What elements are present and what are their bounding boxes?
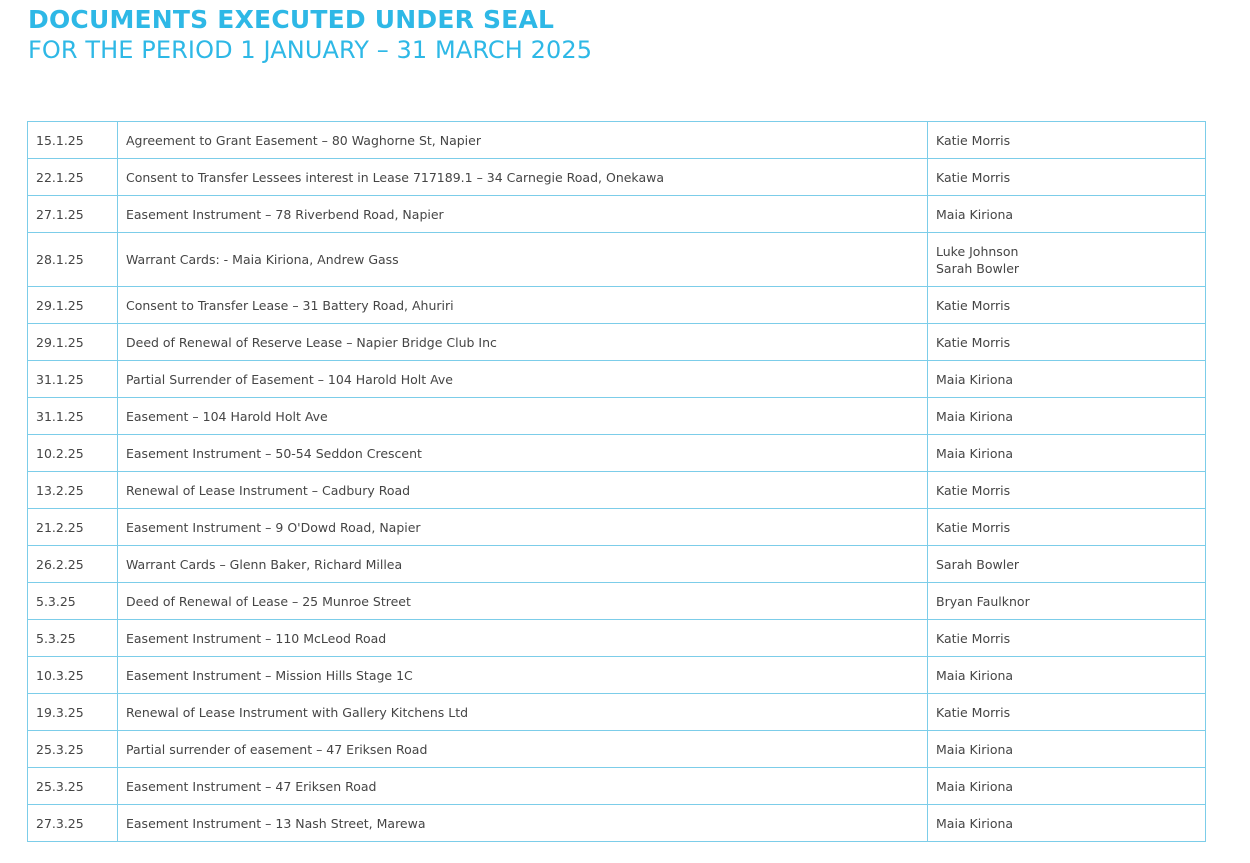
signer-cell bbox=[928, 472, 1206, 509]
signer-cell bbox=[928, 805, 1206, 842]
date-cell: 10.2.25 bbox=[28, 435, 118, 472]
document-cell: Renewal of Lease Instrument – Cadbury Road bbox=[118, 472, 928, 509]
signer-cell bbox=[928, 196, 1206, 233]
signer-name: Katie Morris bbox=[936, 704, 1011, 720]
table-row bbox=[28, 324, 1206, 361]
date-cell: 5.3.25 bbox=[28, 620, 118, 657]
signer-cell bbox=[928, 233, 1206, 287]
signer-name: Katie Morris bbox=[936, 132, 1011, 148]
document-cell: Warrant Cards: - Maia Kiriona, Andrew Gass bbox=[118, 233, 928, 287]
signer-name: Maia Kiriona bbox=[936, 778, 1014, 794]
signer-name: Maia Kiriona bbox=[936, 445, 1014, 461]
date-cell: 27.1.25 bbox=[28, 196, 118, 233]
date-cell: 29.1.25 bbox=[28, 324, 118, 361]
date-cell: 15.1.25 bbox=[28, 122, 118, 159]
signer-name: Katie Morris bbox=[936, 519, 1011, 535]
signer-cell bbox=[928, 694, 1206, 731]
document-cell: Easement Instrument – 78 Riverbend Road, Napier bbox=[118, 196, 928, 233]
signer-cell bbox=[928, 361, 1206, 398]
document-cell: Deed of Renewal of Reserve Lease – Napier Bridge Club Inc bbox=[118, 324, 928, 361]
signer-name: Maia Kiriona bbox=[936, 741, 1014, 757]
page-header bbox=[28, 4, 592, 65]
document-cell: Consent to Transfer Lease – 31 Battery Road, Ahuriri bbox=[118, 287, 928, 324]
signer-cell bbox=[928, 731, 1206, 768]
table-row bbox=[28, 546, 1206, 583]
date-cell: 25.3.25 bbox=[28, 731, 118, 768]
date-cell: 13.2.25 bbox=[28, 472, 118, 509]
document-cell: Consent to Transfer Lessees interest in Lease 717189.1 – 34 Carnegie Road, Onekawa bbox=[118, 159, 928, 196]
table-row bbox=[28, 731, 1206, 768]
signer-cell bbox=[928, 657, 1206, 694]
signer-cell bbox=[928, 287, 1206, 324]
date-cell: 26.2.25 bbox=[28, 546, 118, 583]
document-cell: Agreement to Grant Easement – 80 Waghorne St, Napier bbox=[118, 122, 928, 159]
date-cell: 29.1.25 bbox=[28, 287, 118, 324]
date-cell: 22.1.25 bbox=[28, 159, 118, 196]
signer-cell bbox=[928, 768, 1206, 805]
table-row bbox=[28, 435, 1206, 472]
page-subtitle: FOR THE PERIOD 1 JANUARY – 31 MARCH 2025 bbox=[28, 36, 593, 64]
table-row bbox=[28, 398, 1206, 435]
document-cell: Easement Instrument – 47 Eriksen Road bbox=[118, 768, 928, 805]
document-cell: Easement Instrument – 13 Nash Street, Marewa bbox=[118, 805, 928, 842]
signer-name: Maia Kiriona bbox=[936, 371, 1014, 387]
table-row bbox=[28, 233, 1206, 287]
document-cell: Renewal of Lease Instrument with Gallery Kitchens Ltd bbox=[118, 694, 928, 731]
date-cell: 27.3.25 bbox=[28, 805, 118, 842]
signer-name: Luke Johnson bbox=[936, 243, 1019, 259]
document-cell: Easement – 104 Harold Holt Ave bbox=[118, 398, 928, 435]
table-row bbox=[28, 583, 1206, 620]
signer-name: Sarah Bowler bbox=[936, 556, 1020, 572]
table-row bbox=[28, 694, 1206, 731]
date-cell: 31.1.25 bbox=[28, 398, 118, 435]
date-cell: 28.1.25 bbox=[28, 233, 118, 287]
signer-name: Maia Kiriona bbox=[936, 667, 1014, 683]
table-row bbox=[28, 196, 1206, 233]
document-cell: Warrant Cards – Glenn Baker, Richard Millea bbox=[118, 546, 928, 583]
signer-cell bbox=[928, 509, 1206, 546]
documents-table bbox=[27, 121, 1206, 842]
signer-name: Katie Morris bbox=[936, 297, 1011, 313]
table-row bbox=[28, 287, 1206, 324]
signer-cell bbox=[928, 122, 1206, 159]
date-cell: 21.2.25 bbox=[28, 509, 118, 546]
signer-cell bbox=[928, 620, 1206, 657]
signer-cell bbox=[928, 583, 1206, 620]
table-row bbox=[28, 657, 1206, 694]
signer-name: Katie Morris bbox=[936, 169, 1011, 185]
table-row bbox=[28, 509, 1206, 546]
signer-name: Katie Morris bbox=[936, 630, 1011, 646]
signer-name: Maia Kiriona bbox=[936, 815, 1014, 831]
signer-name: Sarah Bowler bbox=[936, 260, 1020, 276]
document-cell: Easement Instrument – 9 O'Dowd Road, Napier bbox=[118, 509, 928, 546]
table-row bbox=[28, 768, 1206, 805]
table-row bbox=[28, 620, 1206, 657]
signer-cell bbox=[928, 546, 1206, 583]
page-title: DOCUMENTS EXECUTED UNDER SEAL bbox=[28, 5, 555, 34]
signer-name: Katie Morris bbox=[936, 482, 1011, 498]
signer-cell bbox=[928, 159, 1206, 196]
table-row bbox=[28, 472, 1206, 509]
signer-cell bbox=[928, 398, 1206, 435]
signer-name: Maia Kiriona bbox=[936, 206, 1014, 222]
signer-cell bbox=[928, 435, 1206, 472]
table-row bbox=[28, 805, 1206, 842]
date-cell: 19.3.25 bbox=[28, 694, 118, 731]
signer-name: Katie Morris bbox=[936, 334, 1011, 350]
table-row bbox=[28, 159, 1206, 196]
document-cell: Easement Instrument – Mission Hills Stage 1C bbox=[118, 657, 928, 694]
date-cell: 10.3.25 bbox=[28, 657, 118, 694]
signer-name: Maia Kiriona bbox=[936, 408, 1014, 424]
document-cell: Deed of Renewal of Lease – 25 Munroe Street bbox=[118, 583, 928, 620]
date-cell: 25.3.25 bbox=[28, 768, 118, 805]
table-row bbox=[28, 361, 1206, 398]
documents-table-body bbox=[28, 122, 1206, 842]
signer-name: Bryan Faulknor bbox=[936, 593, 1030, 609]
document-cell: Partial surrender of easement – 47 Eriksen Road bbox=[118, 731, 928, 768]
document-cell: Easement Instrument – 110 McLeod Road bbox=[118, 620, 928, 657]
document-cell: Easement Instrument – 50-54 Seddon Crescent bbox=[118, 435, 928, 472]
signer-cell bbox=[928, 324, 1206, 361]
date-cell: 5.3.25 bbox=[28, 583, 118, 620]
date-cell: 31.1.25 bbox=[28, 361, 118, 398]
table-row bbox=[28, 122, 1206, 159]
document-cell: Partial Surrender of Easement – 104 Harold Holt Ave bbox=[118, 361, 928, 398]
